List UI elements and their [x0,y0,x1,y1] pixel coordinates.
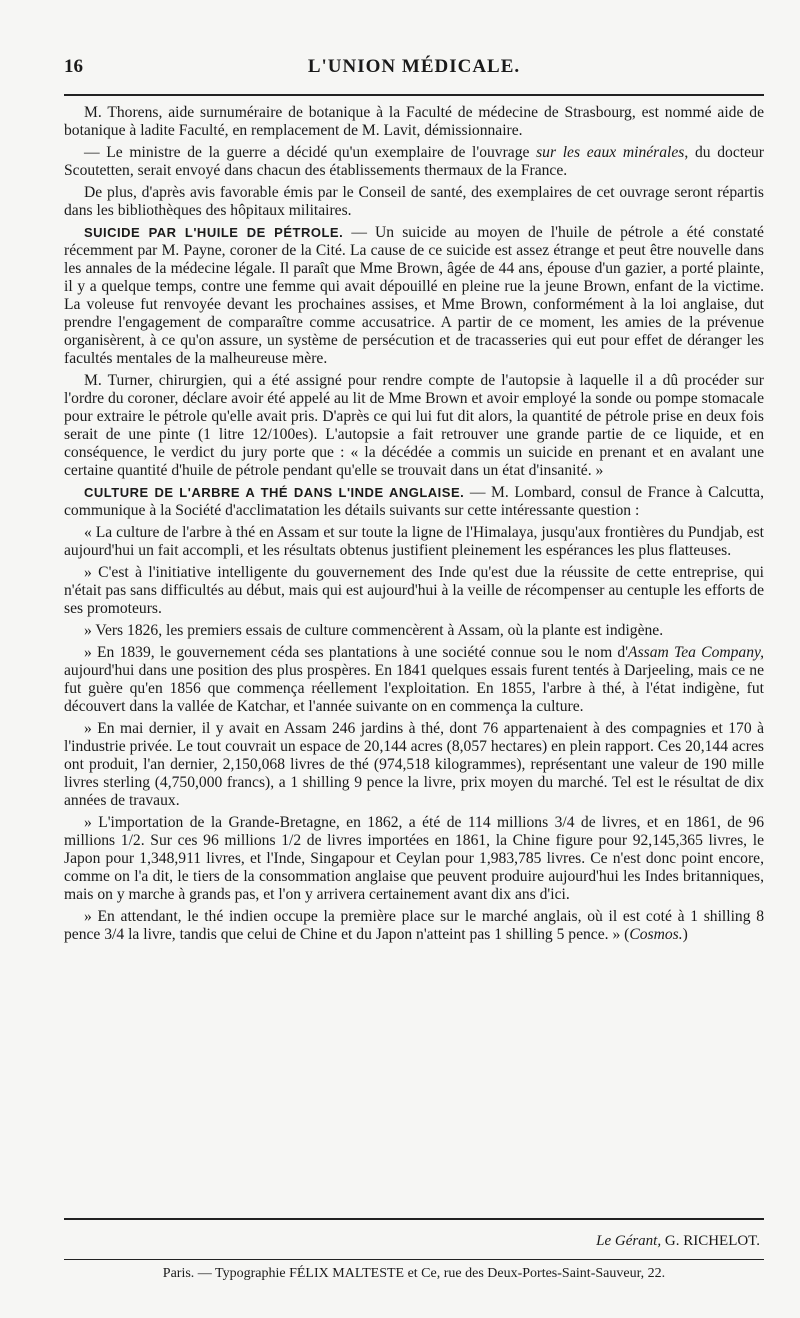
paragraph [64,908,764,944]
paragraph-text: » En mai dernier, il y avait en Assam 246 jardins à thé, dont 76 appartenaient à des compagnies et 170 à l'industrie privée. Le tout couvrait un espace de 20,144 acres (8,057 hectares) en plein rapport. Ces 20,144 acres ont produit, l'an dernier, 2,150,068 livres de thé (974,518 kilogrammes), représentant une valeur de 190 mille livres sterling (4,750,000 francs), a 1 shilling 9 pence la livre, prix moyen du marché. Tel est le résultat de dix années de travaux. [64,720,764,809]
paragraph-text: aujourd'hui dans une position des plus prospères. En 1841 quelques essais furent tentés à Darjeeling, mais ce ne fut guère qu'en 1856 que commença réellement l'exploitation. En 1855, l'arbre à thé, à l'état indigène, fut découvert dans la vallée de Katchar, et l'année suivante on en commença la culture. [64,662,764,715]
paragraph [64,524,764,560]
footer-rule [64,1218,764,1220]
paragraph-text: » En 1839, le gouvernement céda ses plantations à une société connue sou le nom d' [84,644,629,661]
paragraph [64,184,764,220]
article-body [64,104,764,948]
paragraph-text: « La culture de l'arbre à thé en Assam et sur toute la ligne de l'Himalaya, jusqu'aux frontières du Pundjab, est aujourd'hui un fait accompli, et les résultats obtenus justifient pleinement les espérances les plus flatteuses. [64,524,764,559]
paragraph [64,720,764,810]
page-number: 16 [64,56,83,77]
paragraph [64,372,764,480]
imprint-rule [64,1259,764,1260]
gerant-name: G. RICHELOT. [664,1233,760,1249]
header-rule [64,94,764,96]
paragraph-text: » En attendant, le thé indien occupe la première place sur le marché anglais, où il est coté à 1 shilling 8 pence 3/4 la livre, tandis que celui de Chine et du Japon n'atteint pas 1 shilling 5 pence. » ( [64,908,764,943]
paragraph-text: — Un suicide au moyen de l'huile de pétrole a été constaté récemment par M. Payne, coroner de la Cité. La cause de ce suicide est assez étrange et peut être nouvelle dans les annales de la médecine légale. Il paraît que Mme Brown, âgée de 44 ans, épouse d'un gazier, a porté plainte, il y a quelque temps, contre une femme qui avait dépouillé en pleine rue la jeune Brown, enfant de la victime. La voleuse fut renvoyée devant les prochaines assises, et Mme Brown, conformément à la loi anglaise, dut prendre l'engagement de comparaître comme accusatrice. A partir de ce moment, les amies de la prévenue organisèrent, à ce qu'on assure, un système de persécution et de tracasseries qui eut pour effet de déranger les facultés mentales de la malheureuse mère. [64,224,764,367]
italic-text: Cosmos. [629,926,683,943]
paragraph [64,484,764,520]
paragraph [64,622,764,640]
paragraph-text: ) [682,926,688,943]
italic-text: Assam Tea Company, [628,644,764,661]
paragraph-text: , du docteur Scoutetten, serait envoyé dans chacun des établissements thermaux de la France. [64,144,764,179]
paragraph-text: » Vers 1826, les premiers essais de culture commencèrent à Assam, où la plante est indigène. [84,622,664,639]
italic-text: sur les eaux minérales [536,144,685,161]
paragraph [64,644,764,716]
gerant-label: Le Gérant, [596,1233,662,1249]
section-heading: SUICIDE PAR L'HUILE DE PÉTROLE. [84,225,344,240]
imprint-line: Paris. — Typographie FÉLIX MALTESTE et Ce, rue des Deux-Portes-Saint-Sauveur, 22. [162,1266,666,1281]
paragraph [64,564,764,618]
paragraph-text: M. Thorens, aide surnuméraire de botanique à la Faculté de médecine de Strasbourg, est nommé aide de botanique à ladite Faculté, en remplacement de M. Lavit, démissionnaire. [64,104,764,139]
paragraph-text: » L'importation de la Grande-Bretagne, en 1862, a été de 114 millions 3/4 de livres, et en 1861, de 96 millions 1/2. Sur ces 96 millions 1/2 de livres importées en 1861, la Chine figure pour 92,145,365 livres, le Japon pour 1,348,911 livres, et l'Inde, Singapour et Ceylan pour 1,983,785 livres. Ce n'est donc point encore, comme on l'a dit, le tiers de la consommation anglaise que peuvent produire aujourd'hui les Indes britanniques, mais on y marche à grands pas, et l'on y arrivera certainement avant dix ans d'ici. [64,814,764,903]
running-title: L'UNION MÉDICALE. [307,56,521,77]
paragraph-text: M. Turner, chirurgien, qui a été assigné pour rendre compte de l'autopsie à laquelle il a dû procéder sur l'ordre du coroner, déclare avoir été appelé au lit de Mme Brown et avoir employé la sonde ou pompe stomacale pour extraire le pétrole qu'elle avait pris. D'après ce qui lui fut dit alors, la quantité de pétrole prise en deux fois serait de une pinte (1 litre 12/100es). L'autopsie a fait retrouver une grande partie de ce liquide, et en conséquence, le verdict du jury porte que : « la décédée a commis un suicide en prenant et en avalant une certaine quantité d'huile de pétrole pendant qu'elle se trouvait dans un état d'insanité. » [64,372,764,479]
paragraph [64,814,764,904]
paragraph-text: — M. Lombard, consul de France à Calcutta, communique à la Société d'acclimatation les détails suivants sur cette intéressante question : [64,484,764,519]
paragraph-text: De plus, d'après avis favorable émis par le Conseil de santé, des exemplaires de cet ouvrage seront répartis dans les bibliothèques des hôpitaux militaires. [64,184,764,219]
paragraph [64,224,764,368]
paragraph [64,104,764,140]
paragraph-text: » C'est à l'initiative intelligente du gouvernement des Inde qu'est due la réussite de cette entreprise, qui n'était pas sans difficultés au début, mais qui est aujourd'hui à la veille de récompenser au centuple les efforts de ses promoteurs. [64,564,764,617]
gerant-signature [596,1233,760,1250]
page-header [64,56,764,86]
section-heading: CULTURE DE L'ARBRE A THÉ DANS L'INDE ANGLAISE. [84,485,465,500]
paragraph-text: — Le ministre de la guerre a décidé qu'un exemplaire de l'ouvrage [84,144,537,161]
paragraph [64,144,764,180]
